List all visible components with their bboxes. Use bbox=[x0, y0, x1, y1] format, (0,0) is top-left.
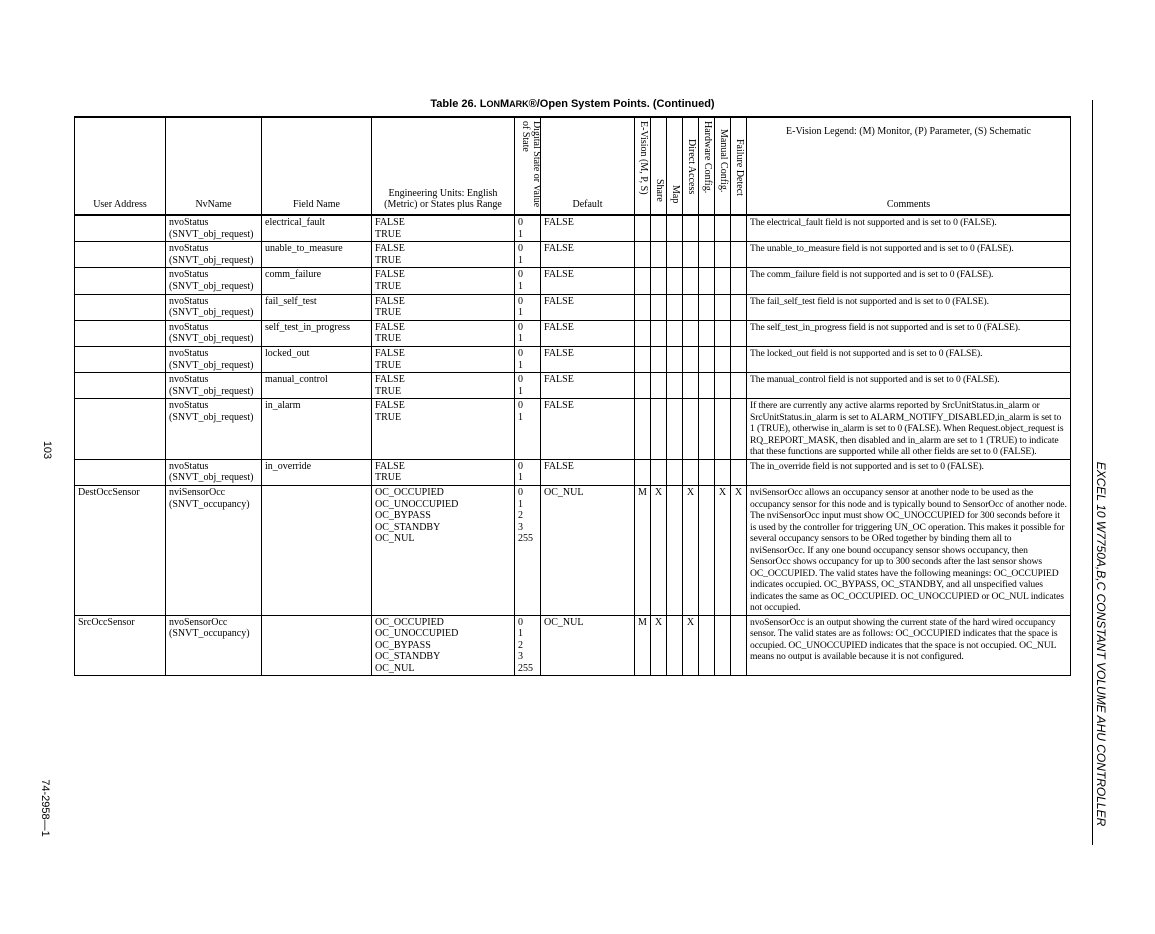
cell-evision: M bbox=[635, 486, 651, 616]
table-title-prefix: Table 26. bbox=[430, 98, 480, 110]
cell-nvname-line: nvoStatus bbox=[169, 295, 209, 307]
cell-user-address bbox=[75, 320, 166, 346]
cell-direct-access: X bbox=[683, 615, 699, 676]
cell-engineering-units-line: OC_NUL bbox=[375, 533, 415, 545]
cell-comments: nviSensorOcc allows an occupancy sensor at another node to be used as the occupancy sensor for this node and is typically bound to SensorOcc of another node. The nviSensorOcc input must show OC_UNOCCUPIED for 300 seconds before it is used by the controller for triggering UN_OC operation. This makes it possible for several occupancy sensors to be ORed together by binding them all to nviSensorOcc. If any one bound occupancy sensor shows occupancy, then SensorOcc shows occupancy for up to 300 seconds after the last sensor shows OC_OCCUPIED. The valid states have the following meanings: OC_OCCUPIED indicates occupied. OC_BYPASS, OC_STANDBY, and all unspecified values indicates the same as OC_OCCUPIED. OC_UNOCCUPIED or OC_NUL indicates not occupied. bbox=[747, 486, 1071, 616]
evision-legend: E-Vision Legend: (M) Monitor, (P) Parameter, (S) Schematic bbox=[786, 126, 1031, 137]
cell-comments: The manual_control field is not supported and is set to 0 (FALSE). bbox=[747, 373, 1071, 399]
cell-digital-state-line: 0 bbox=[518, 269, 523, 281]
cell-engineering-units bbox=[372, 615, 515, 676]
cell-direct-access: X bbox=[683, 486, 699, 616]
cell-manual-config bbox=[715, 373, 731, 399]
cell-failure-detect bbox=[731, 320, 747, 346]
cell-comments: If there are currently any active alarms reported by SrcUnitStatus.in_alarm or SrcUnitStatus.in_alarm is set to ALARM_NOTIFY_DISABLED,in_alarm is set to 1 (TRUE), otherwise in_alarm is set to 0 (FALSE). When Request.object_request is RQ_REPORT_MASK, then disabled and in_alarm are set to 1 (TRUE) to indicate that these functions are supported while all other fields are set to 0 (FALSE). bbox=[747, 399, 1071, 460]
cell-hardware-config bbox=[699, 215, 715, 242]
cell-share bbox=[651, 320, 667, 346]
cell-digital-state-line: 3 bbox=[518, 651, 523, 663]
header-comments bbox=[747, 117, 1071, 215]
cell-engineering-units-line: FALSE bbox=[375, 217, 405, 228]
cell-digital-state-line: 0 bbox=[518, 460, 523, 472]
cell-nvname bbox=[166, 615, 262, 676]
cell-nvname-line: (SNVT_obj_request) bbox=[169, 359, 254, 371]
cell-comments: nvoSensorOcc is an output showing the current state of the hard wired occupancy sensor. The valid states are as follows: OC_OCCUPIED indicates that the space is occupied. OC_UNOCCUPIED indicates that the space is not occupied. OC_NUL means no output is available because it is not configured. bbox=[747, 615, 1071, 676]
cell-nvname-line: (SNVT_occupancy) bbox=[169, 498, 250, 510]
cell-digital-state-line: 0 bbox=[518, 400, 523, 412]
cell-field-name: fail_self_test bbox=[262, 294, 372, 320]
cell-direct-access bbox=[683, 399, 699, 460]
cell-nvname bbox=[166, 486, 262, 616]
cell-comments: The comm_failure field is not supported and is set to 0 (FALSE). bbox=[747, 268, 1071, 294]
cell-hardware-config bbox=[699, 294, 715, 320]
cell-comments: The locked_out field is not supported and is set to 0 (FALSE). bbox=[747, 346, 1071, 372]
table-row bbox=[75, 399, 1071, 460]
table-title-suffix: ®/Open System Points. (Continued) bbox=[528, 98, 715, 110]
cell-share bbox=[651, 459, 667, 485]
cell-failure-detect bbox=[731, 399, 747, 460]
cell-failure-detect bbox=[731, 268, 747, 294]
cell-default: FALSE bbox=[541, 459, 635, 485]
cell-engineering-units-line: OC_STANDBY bbox=[375, 521, 441, 533]
running-title: EXCEL 10 W7750A,B,C CONSTANT VOLUME AHU CONTROLLER bbox=[1094, 461, 1108, 827]
cell-default: FALSE bbox=[541, 242, 635, 268]
cell-direct-access bbox=[683, 459, 699, 485]
cell-manual-config bbox=[715, 215, 731, 242]
cell-engineering-units-line: OC_STANDBY bbox=[375, 651, 441, 663]
cell-evision bbox=[635, 320, 651, 346]
cell-default: FALSE bbox=[541, 373, 635, 399]
cell-digital-state bbox=[515, 242, 541, 268]
cell-nvname-line: (SNVT_occupancy) bbox=[169, 628, 250, 640]
brand-small-caps: ARK bbox=[509, 99, 529, 109]
cell-engineering-units bbox=[372, 346, 515, 372]
header-hardware-config-text: Hardware Config. bbox=[702, 121, 713, 194]
cell-engineering-units-line: TRUE bbox=[375, 228, 402, 240]
cell-digital-state-line: 0 bbox=[518, 243, 523, 255]
cell-nvname-line: nviSensorOcc bbox=[169, 487, 226, 498]
cell-engineering-units-line: FALSE bbox=[375, 321, 405, 333]
cell-engineering-units bbox=[372, 294, 515, 320]
cell-nvname bbox=[166, 346, 262, 372]
cell-digital-state bbox=[515, 459, 541, 485]
cell-digital-state bbox=[515, 294, 541, 320]
cell-nvname bbox=[166, 268, 262, 294]
cell-nvname-line: (SNVT_obj_request) bbox=[169, 228, 254, 240]
cell-engineering-units-line: OC_BYPASS bbox=[375, 510, 431, 522]
cell-engineering-units-line: FALSE bbox=[375, 374, 405, 386]
cell-field-name bbox=[262, 486, 372, 616]
cell-nvname-line: (SNVT_obj_request) bbox=[169, 307, 254, 319]
header-evision bbox=[635, 117, 651, 215]
cell-evision bbox=[635, 242, 651, 268]
cell-manual-config bbox=[715, 399, 731, 460]
cell-direct-access bbox=[683, 268, 699, 294]
cell-nvname-line: (SNVT_obj_request) bbox=[169, 411, 254, 423]
table-row bbox=[75, 320, 1071, 346]
cell-user-address bbox=[75, 346, 166, 372]
cell-manual-config bbox=[715, 242, 731, 268]
table-title bbox=[0, 98, 1145, 110]
header-hardware-config bbox=[699, 117, 715, 215]
header-row bbox=[75, 117, 1071, 215]
brand-small-caps: ON bbox=[486, 99, 500, 109]
cell-direct-access bbox=[683, 346, 699, 372]
cell-hardware-config bbox=[699, 320, 715, 346]
cell-user-address: SrcOccSensor bbox=[75, 615, 166, 676]
table-row bbox=[75, 459, 1071, 485]
cell-engineering-units-line: TRUE bbox=[375, 333, 402, 345]
document-number: 74-2958—1 bbox=[39, 779, 51, 837]
cell-engineering-units-line: FALSE bbox=[375, 295, 405, 307]
cell-nvname-line: (SNVT_obj_request) bbox=[169, 472, 254, 484]
cell-digital-state-line: 255 bbox=[518, 533, 533, 545]
header-share bbox=[651, 117, 667, 215]
cell-hardware-config bbox=[699, 486, 715, 616]
cell-failure-detect bbox=[731, 615, 747, 676]
cell-field-name: electrical_fault bbox=[262, 215, 372, 242]
cell-engineering-units-line: OC_BYPASS bbox=[375, 639, 431, 651]
header-map-text: Map bbox=[670, 185, 681, 204]
cell-failure-detect: X bbox=[731, 486, 747, 616]
header-user-address: User Address bbox=[75, 117, 166, 215]
cell-field-name: comm_failure bbox=[262, 268, 372, 294]
cell-digital-state-line: 1 bbox=[518, 472, 523, 484]
cell-digital-state-line: 1 bbox=[518, 385, 523, 397]
cell-engineering-units-line: TRUE bbox=[375, 254, 402, 266]
cell-nvname-line: (SNVT_obj_request) bbox=[169, 254, 254, 266]
cell-field-name: unable_to_measure bbox=[262, 242, 372, 268]
cell-engineering-units-line: FALSE bbox=[375, 243, 405, 255]
header-default: Default bbox=[541, 117, 635, 215]
cell-digital-state bbox=[515, 268, 541, 294]
cell-manual-config bbox=[715, 459, 731, 485]
cell-nvname bbox=[166, 215, 262, 242]
cell-engineering-units-line: OC_NUL bbox=[375, 662, 415, 674]
cell-map bbox=[667, 459, 683, 485]
header-evision-text: E-Vision (M, P, S) bbox=[638, 121, 649, 195]
cell-evision bbox=[635, 399, 651, 460]
cell-field-name: self_test_in_progress bbox=[262, 320, 372, 346]
cell-manual-config bbox=[715, 294, 731, 320]
cell-nvname bbox=[166, 320, 262, 346]
cell-engineering-units-line: TRUE bbox=[375, 411, 402, 423]
cell-digital-state-line: 1 bbox=[518, 254, 523, 266]
cell-comments: The unable_to_measure field is not supported and is set to 0 (FALSE). bbox=[747, 242, 1071, 268]
cell-digital-state-line: 255 bbox=[518, 662, 533, 674]
cell-evision: M bbox=[635, 615, 651, 676]
brand-letter: L bbox=[479, 98, 487, 110]
table-row bbox=[75, 486, 1071, 616]
cell-digital-state-line: 3 bbox=[518, 521, 523, 533]
cell-nvname bbox=[166, 399, 262, 460]
header-manual-config bbox=[715, 117, 731, 215]
cell-engineering-units-line: OC_UNOCCUPIED bbox=[375, 498, 459, 510]
table-body bbox=[75, 215, 1071, 676]
cell-comments: The in_override field is not supported and is set to 0 (FALSE). bbox=[747, 459, 1071, 485]
cell-nvname-line: nvoSensorOcc bbox=[169, 616, 228, 628]
cell-digital-state-line: 1 bbox=[518, 280, 523, 292]
cell-nvname-line: nvoStatus bbox=[169, 347, 209, 359]
cell-evision bbox=[635, 268, 651, 294]
cell-direct-access bbox=[683, 294, 699, 320]
cell-failure-detect bbox=[731, 294, 747, 320]
cell-engineering-units bbox=[372, 242, 515, 268]
cell-digital-state bbox=[515, 399, 541, 460]
cell-default: OC_NUL bbox=[541, 486, 635, 616]
cell-digital-state-line: 0 bbox=[518, 347, 523, 359]
header-direct-access-text: Direct Access bbox=[686, 139, 697, 195]
cell-manual-config bbox=[715, 268, 731, 294]
cell-field-name: in_override bbox=[262, 459, 372, 485]
cell-user-address bbox=[75, 242, 166, 268]
cell-manual-config bbox=[715, 615, 731, 676]
cell-user-address: DestOccSensor bbox=[75, 486, 166, 616]
cell-digital-state-line: 0 bbox=[518, 487, 523, 498]
cell-nvname-line: nvoStatus bbox=[169, 269, 209, 281]
header-map bbox=[667, 117, 683, 215]
cell-map bbox=[667, 615, 683, 676]
cell-engineering-units bbox=[372, 320, 515, 346]
cell-digital-state-line: 2 bbox=[518, 639, 523, 651]
cell-engineering-units-line: FALSE bbox=[375, 347, 405, 359]
cell-engineering-units-line: TRUE bbox=[375, 472, 402, 484]
page-number: 103 bbox=[41, 440, 53, 460]
header-comments-text: Comments bbox=[886, 199, 931, 211]
cell-digital-state-line: 1 bbox=[518, 411, 523, 423]
cell-map bbox=[667, 268, 683, 294]
header-manual-config-text: Manual Config. bbox=[718, 129, 729, 193]
cell-field-name: locked_out bbox=[262, 346, 372, 372]
table-row bbox=[75, 242, 1071, 268]
cell-failure-detect bbox=[731, 459, 747, 485]
cell-nvname-line: (SNVT_obj_request) bbox=[169, 333, 254, 345]
cell-engineering-units-line: FALSE bbox=[375, 269, 405, 281]
cell-hardware-config bbox=[699, 346, 715, 372]
cell-share bbox=[651, 399, 667, 460]
cell-engineering-units bbox=[372, 268, 515, 294]
table-row bbox=[75, 268, 1071, 294]
cell-default: FALSE bbox=[541, 399, 635, 460]
cell-digital-state-line: 0 bbox=[518, 217, 523, 228]
cell-engineering-units-line: TRUE bbox=[375, 307, 402, 319]
cell-failure-detect bbox=[731, 346, 747, 372]
cell-hardware-config bbox=[699, 615, 715, 676]
cell-evision bbox=[635, 215, 651, 242]
cell-nvname-line: nvoStatus bbox=[169, 321, 209, 333]
cell-map bbox=[667, 294, 683, 320]
cell-nvname-line: nvoStatus bbox=[169, 217, 209, 228]
cell-user-address bbox=[75, 399, 166, 460]
cell-map bbox=[667, 215, 683, 242]
cell-digital-state bbox=[515, 215, 541, 242]
cell-nvname bbox=[166, 294, 262, 320]
cell-engineering-units-line: TRUE bbox=[375, 359, 402, 371]
cell-nvname-line: nvoStatus bbox=[169, 460, 209, 472]
brand-letter: M bbox=[499, 98, 510, 110]
cell-nvname-line: nvoStatus bbox=[169, 243, 209, 255]
cell-default: FALSE bbox=[541, 215, 635, 242]
cell-engineering-units bbox=[372, 215, 515, 242]
cell-failure-detect bbox=[731, 373, 747, 399]
cell-default: FALSE bbox=[541, 320, 635, 346]
cell-engineering-units-line: OC_UNOCCUPIED bbox=[375, 628, 459, 640]
cell-field-name bbox=[262, 615, 372, 676]
cell-engineering-units-line: OC_OCCUPIED bbox=[375, 616, 444, 628]
cell-hardware-config bbox=[699, 399, 715, 460]
cell-map bbox=[667, 242, 683, 268]
cell-user-address bbox=[75, 294, 166, 320]
cell-digital-state-line: 1 bbox=[518, 498, 523, 510]
cell-engineering-units bbox=[372, 373, 515, 399]
cell-evision bbox=[635, 294, 651, 320]
table-row bbox=[75, 615, 1071, 676]
cell-map bbox=[667, 399, 683, 460]
cell-user-address bbox=[75, 268, 166, 294]
cell-comments: The electrical_fault field is not supported and is set to 0 (FALSE). bbox=[747, 215, 1071, 242]
cell-manual-config bbox=[715, 346, 731, 372]
cell-map bbox=[667, 320, 683, 346]
cell-evision bbox=[635, 346, 651, 372]
cell-nvname bbox=[166, 459, 262, 485]
cell-direct-access bbox=[683, 320, 699, 346]
cell-engineering-units-line: TRUE bbox=[375, 385, 402, 397]
cell-digital-state bbox=[515, 373, 541, 399]
cell-default: FALSE bbox=[541, 346, 635, 372]
cell-field-name: in_alarm bbox=[262, 399, 372, 460]
cell-share bbox=[651, 268, 667, 294]
cell-share bbox=[651, 373, 667, 399]
cell-failure-detect bbox=[731, 242, 747, 268]
cell-digital-state-line: 0 bbox=[518, 374, 523, 386]
cell-user-address bbox=[75, 373, 166, 399]
cell-nvname-line: (SNVT_obj_request) bbox=[169, 385, 254, 397]
header-digital-state-text: Digital State or Value of State bbox=[520, 121, 542, 208]
cell-evision bbox=[635, 373, 651, 399]
table-row bbox=[75, 346, 1071, 372]
cell-digital-state-line: 2 bbox=[518, 510, 523, 522]
cell-hardware-config bbox=[699, 268, 715, 294]
cell-hardware-config bbox=[699, 459, 715, 485]
cell-digital-state bbox=[515, 320, 541, 346]
cell-user-address bbox=[75, 215, 166, 242]
cell-comments: The self_test_in_progress field is not supported and is set to 0 (FALSE). bbox=[747, 320, 1071, 346]
cell-nvname-line: nvoStatus bbox=[169, 400, 209, 412]
cell-share bbox=[651, 215, 667, 242]
cell-digital-state-line: 1 bbox=[518, 628, 523, 640]
table-row bbox=[75, 294, 1071, 320]
cell-map bbox=[667, 486, 683, 616]
header-field-name: Field Name bbox=[262, 117, 372, 215]
cell-digital-state-line: 0 bbox=[518, 321, 523, 333]
cell-share bbox=[651, 242, 667, 268]
cell-nvname bbox=[166, 373, 262, 399]
cell-digital-state-line: 1 bbox=[518, 307, 523, 319]
cell-manual-config: X bbox=[715, 486, 731, 616]
cell-engineering-units-line: TRUE bbox=[375, 280, 402, 292]
cell-share bbox=[651, 294, 667, 320]
header-digital-state bbox=[515, 117, 541, 215]
cell-engineering-units-line: FALSE bbox=[375, 460, 405, 472]
cell-user-address bbox=[75, 459, 166, 485]
cell-nvname bbox=[166, 242, 262, 268]
header-direct-access bbox=[683, 117, 699, 215]
cell-engineering-units bbox=[372, 459, 515, 485]
cell-digital-state-line: 1 bbox=[518, 333, 523, 345]
cell-share: X bbox=[651, 615, 667, 676]
header-failure-detect bbox=[731, 117, 747, 215]
cell-digital-state-line: 0 bbox=[518, 616, 523, 628]
header-engineering-units: Engineering Units: English (Metric) or States plus Range bbox=[372, 117, 515, 215]
header-nvname: NvName bbox=[166, 117, 262, 215]
header-failure-detect-text: Failure Detect bbox=[734, 139, 745, 196]
table-row bbox=[75, 215, 1071, 242]
cell-comments: The fail_self_test field is not supported and is set to 0 (FALSE). bbox=[747, 294, 1071, 320]
cell-digital-state-line: 0 bbox=[518, 295, 523, 307]
cell-default: OC_NUL bbox=[541, 615, 635, 676]
cell-nvname-line: (SNVT_obj_request) bbox=[169, 280, 254, 292]
cell-engineering-units bbox=[372, 399, 515, 460]
cell-digital-state bbox=[515, 615, 541, 676]
cell-engineering-units-line: OC_OCCUPIED bbox=[375, 487, 444, 498]
cell-hardware-config bbox=[699, 242, 715, 268]
cell-digital-state bbox=[515, 346, 541, 372]
cell-direct-access bbox=[683, 242, 699, 268]
cell-nvname-line: nvoStatus bbox=[169, 374, 209, 386]
cell-failure-detect bbox=[731, 215, 747, 242]
cell-map bbox=[667, 373, 683, 399]
cell-digital-state bbox=[515, 486, 541, 616]
cell-digital-state-line: 1 bbox=[518, 228, 523, 240]
cell-hardware-config bbox=[699, 373, 715, 399]
header-share-text: Share bbox=[654, 179, 665, 202]
cell-map bbox=[667, 346, 683, 372]
cell-engineering-units-line: FALSE bbox=[375, 400, 405, 412]
cell-direct-access bbox=[683, 215, 699, 242]
cell-manual-config bbox=[715, 320, 731, 346]
cell-share bbox=[651, 346, 667, 372]
cell-evision bbox=[635, 459, 651, 485]
cell-default: FALSE bbox=[541, 268, 635, 294]
cell-share: X bbox=[651, 486, 667, 616]
points-table bbox=[74, 116, 1071, 676]
cell-direct-access bbox=[683, 373, 699, 399]
cell-engineering-units bbox=[372, 486, 515, 616]
table-row bbox=[75, 373, 1071, 399]
cell-digital-state-line: 1 bbox=[518, 359, 523, 371]
cell-default: FALSE bbox=[541, 294, 635, 320]
cell-field-name: manual_control bbox=[262, 373, 372, 399]
